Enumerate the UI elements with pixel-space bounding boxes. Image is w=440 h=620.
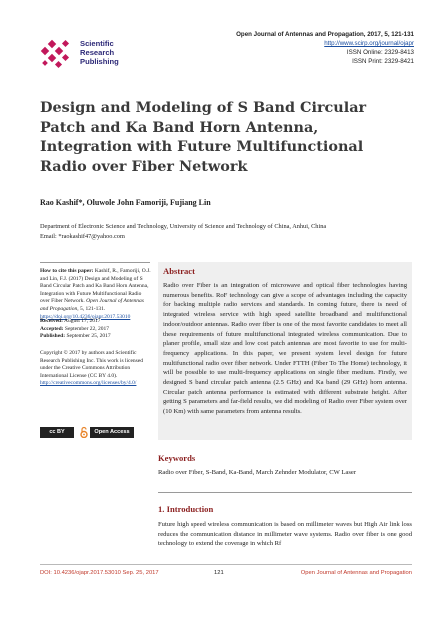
introduction-text: Future high speed wireless communication is based on millimeter waves but High Air link loss reduces the communication distance in millimeter wave systems. Radio over fiber is one good technology to extend the coverage in which Rf [158, 521, 412, 548]
issn-print: ISSN Print: 2329-8421 [352, 58, 414, 65]
affiliation-text: Department of Electronic Science and Technology, University of Science and Technology of China, Anhui, China [40, 223, 327, 230]
introduction-heading: 1. Introduction [158, 504, 214, 514]
divider [158, 492, 412, 493]
accepted-date: Accepted: September 22, 2017 [40, 325, 110, 332]
paper-title: Design and Modeling of S Band Circular Patch and Ka Band Horn Antenna, Integration with Future Multifunctional Radio over Fiber Network [40, 99, 367, 175]
license-link[interactable]: http://creativecommons.org/licenses/by/4.0/ [40, 380, 137, 387]
copyright-text: Copyright © 2017 by authors and Scientific Research Publishing Inc. This work is licensed under the Creative Commons Attribution International License (CC BY 4.0). [40, 350, 144, 379]
open-access-lock-icon [80, 426, 88, 438]
page-number: 121 [214, 570, 224, 576]
published-date: Published: September 25, 2017 [40, 333, 111, 340]
paper-affiliation [40, 222, 326, 242]
abstract-text: Radio over Fiber is an integration of microwave and optical fiber technologies having numerous benefits. RoF technology can give a scope of advantages including the capacity for backing multiple radio services and standards. In coming future, there is need of integrated wireless service with high speed satellite broadband and multifunctional indoor/outdoor antennas. Radio over fiber is one of the most favorite candidates to meet all these requirements of future multifunctional integrated wireless communication. Due to planer profile, small size and low cost patch antennas are most favorite to use for multi-frequency applications. In this paper, we present system level design for future multifunctional radio over fiber network. Under FTTH (Fiber To The Home) technology, it will be possible to use multi-frequency applications on single fiber medium. Firstly, we designed S band circular patch antenna (2.5 GHz) and Ka band (29 GHz) horn antenna. Circular patch antenna performance is estimated with different substrate height. After getting S parameters and far-field results, we did modeling of Radio over Fiber system over (10 Km) with same parameters from antenna results. [163, 282, 407, 416]
footer-divider [40, 564, 412, 565]
journal-url-link[interactable]: http://www.scirp.org/journal/ojapr [324, 40, 414, 47]
dates [40, 318, 152, 341]
footer-doi[interactable]: DOI: 10.4236/ojapr.2017.53010 Sep. 25, 2017 [40, 570, 159, 576]
publisher-logo-icon [40, 36, 74, 70]
publisher-name-line: Research [80, 48, 115, 57]
publisher-name-line: Scientific [80, 39, 114, 48]
journal-info [236, 30, 414, 66]
divider [40, 262, 150, 263]
keywords-heading: Keywords [158, 453, 196, 463]
publisher-name-line: Publishing [80, 57, 119, 66]
cite-doi-link[interactable]: https://doi.org/10.4236/ojapr.2017.53010 [40, 313, 131, 320]
footer-journal: Open Journal of Antennas and Propagation [300, 570, 412, 576]
author-email: Email: *raokashif47@yahoo.com [40, 233, 125, 240]
publisher-logo [40, 36, 190, 70]
cc-by-badge[interactable]: cc BY [40, 427, 74, 438]
copyright-notice [40, 350, 152, 388]
paper-authors: Rao Kashif*, Oluwole John Famoriji, Fujiang Lin [40, 198, 211, 207]
abstract-heading: Abstract [163, 266, 195, 276]
open-access-badge: Open Access [90, 427, 134, 438]
how-to-cite [40, 268, 152, 321]
license-badges [40, 425, 152, 439]
cite-volume: 5, 121-131. [79, 305, 106, 312]
issn-online: ISSN Online: 2329-8413 [346, 49, 414, 56]
received-date: Received: August 17, 2017 [40, 318, 101, 324]
publisher-name [80, 39, 119, 66]
cite-text: Kashif, R., Famoriji, O.J. and Lin, F.J. (2017) Design and Modeling of S Band Circular Patch and Ka Band Horn Antenna, Integration with Future Multifunctional Radio over Fiber Network. [40, 268, 151, 305]
journal-citation: Open Journal of Antennas and Propagation, 2017, 5, 121-131 [236, 31, 414, 38]
keywords-text: Radio over Fiber, S-Band, Ka-Band, March Zehnder Modulator, CW Laser [158, 469, 357, 476]
cite-label: How to cite this paper: [40, 268, 94, 274]
cite-journal: Open Journal of Antennas and Propagation, [40, 298, 144, 312]
